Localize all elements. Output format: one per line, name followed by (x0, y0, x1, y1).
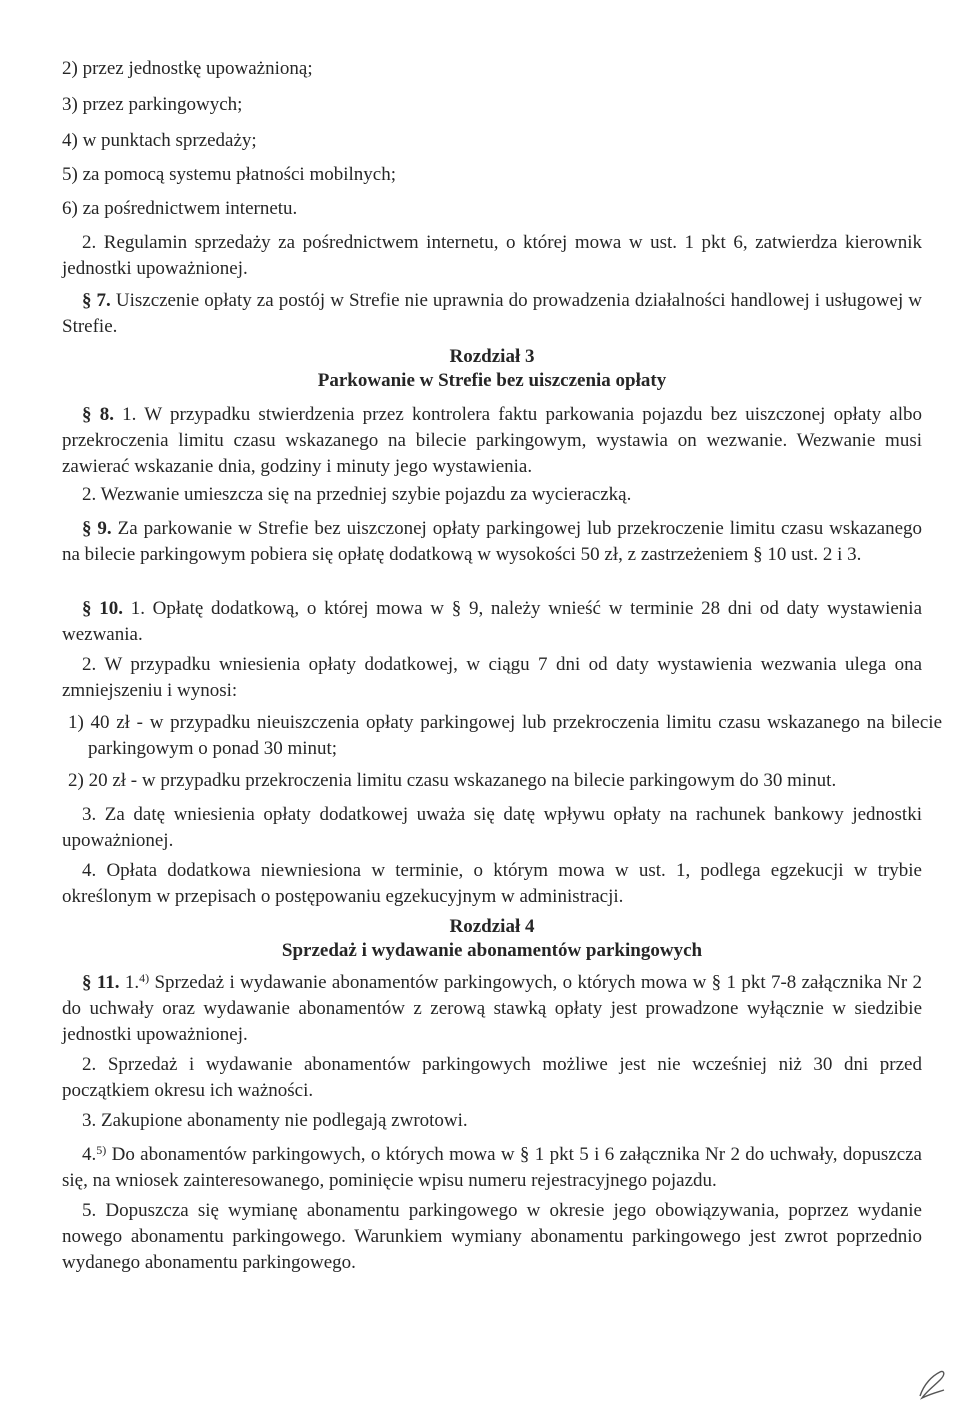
section-9 (62, 516, 922, 568)
list-item: 6) za pośrednictwem internetu. (62, 198, 298, 219)
section-11-ust4 (62, 1142, 922, 1194)
section-text: 1. W przypadku stwierdzenia przez kontrolera faktu parkowania pojazdu bez uiszczonej opłaty albo przekroczenia limitu czasu wskazanego na bilecie parkingowym, wystawia on wezwanie. Wezwanie musi zawierać wskazanie dnia, godziny i minuty jego wystawienia. (62, 404, 922, 477)
section-number: § 11. (82, 972, 120, 993)
list-item: 2) przez jednostkę upoważnioną; (62, 58, 313, 79)
chapter-label: Rozdział 4 (449, 916, 535, 937)
list-item: 4) w punktach sprzedaży; (62, 130, 257, 151)
chapter-label: Rozdział 3 (449, 346, 535, 367)
section-10 (62, 596, 922, 648)
signature-mark (914, 1366, 950, 1402)
section-number: § 8. (82, 404, 114, 425)
section-number: § 10. (82, 598, 123, 619)
footnote-ref: 4) (139, 971, 150, 985)
chapter-title: Sprzedaż i wydawanie abonamentów parkingowych (281, 940, 703, 961)
section-text: 1. (119, 972, 140, 993)
section-text: Uiszczenie opłaty za postój w Strefie nie uprawnia do prowadzenia działalności handlowej i usługowej w Strefie. (62, 290, 923, 337)
section-10-ust3: 3. Za datę wniesienia opłaty dodatkowej uważa się datę wpływu opłaty na rachunek bankowy jednostki upoważnionej. (62, 804, 922, 851)
chapter-title: Parkowanie w Strefie bez uiszczenia opłaty (317, 370, 667, 391)
section-10-ust4: 4. Opłata dodatkowa niewniesiona w terminie, o którym mowa w ust. 1, podlega egzekucji w trybie określonym w przepisach o postępowaniu egzekucyjnym w administracji. (62, 860, 922, 907)
footnote-ref: 5) (96, 1143, 107, 1157)
list-item: 5) za pomocą systemu płatności mobilnych; (62, 164, 397, 185)
section-text: Za parkowanie w Strefie bez uiszczonej opłaty parkingowej lub przekroczenie limitu czasu wskazanego na bilecie parkingowym pobiera się opłatę dodatkową w wysokości 50 zł, z zastrzeżeniem § 10 ust. 2 i 3. (62, 518, 923, 565)
section-text: Do abonamentów parkingowych, o których mowa w § 1 pkt 5 i 6 załącznika Nr 2 do uchwały, dopuszcza się, na wniosek zainteresowanego, pominięcie wpisu numeru rejestracyjnego pojazdu. (62, 1144, 922, 1191)
section-text: 1. Opłatę dodatkową, o której mowa w § 9, należy wnieść w terminie 28 dni od daty wystawienia wezwania. (62, 598, 923, 645)
section-7 (62, 288, 922, 340)
section-number: § 7. (82, 290, 111, 311)
section-11 (62, 970, 922, 1048)
list-item: 1) 40 zł - w przypadku nieuiszczenia opłaty parkingowej lub przekroczenia limitu czasu wskazanego na bilecie parkingowym o ponad 30 minut; (68, 712, 942, 759)
paragraph-ust2: 2. Regulamin sprzedaży za pośrednictwem internetu, o której mowa w ust. 1 pkt 6, zatwierdza kierownik jednostki upoważnionej. (62, 232, 922, 279)
section-text: Sprzedaż i wydawanie abonamentów parkingowych, o których mowa w § 1 pkt 7-8 załącznika Nr 2 do uchwały oraz wydawanie abonamentów z zerową stawką opłaty jest prowadzone wyłącznie w siedzibie jednostki upoważnionej. (62, 972, 923, 1045)
section-8-ust2: 2. Wezwanie umieszcza się na przedniej szybie pojazdu za wycieraczką. (82, 484, 632, 505)
list-item: 2) 20 zł - w przypadku przekroczenia limitu czasu wskazanego na bilecie parkingowym do 30 minut. (68, 770, 837, 791)
section-11-ust5: 5. Dopuszcza się wymianę abonamentu parkingowego w okresie jego obowiązywania, poprzez wydanie nowego abonamentu parkingowego. Warunkiem wymiany abonamentu parkingowego jest zwrot poprzednio wydanego abonamentu parkingowego. (62, 1200, 922, 1273)
section-10-ust2: 2. W przypadku wniesienia opłaty dodatkowej, w ciągu 7 dni od daty wystawienia wezwania ulega ona zmniejszeniu i wynosi: (62, 654, 922, 701)
section-number: § 9. (82, 518, 112, 539)
section-11-ust3: 3. Zakupione abonamenty nie podlegają zwrotowi. (82, 1110, 468, 1131)
list-item: 3) przez parkingowych; (62, 94, 243, 115)
section-11-ust2: 2. Sprzedaż i wydawanie abonamentów parkingowych możliwe jest nie wcześniej niż 30 dni przed początkiem okresu ich ważności. (62, 1054, 922, 1101)
section-text: 4. (82, 1144, 97, 1165)
section-8 (62, 402, 922, 480)
